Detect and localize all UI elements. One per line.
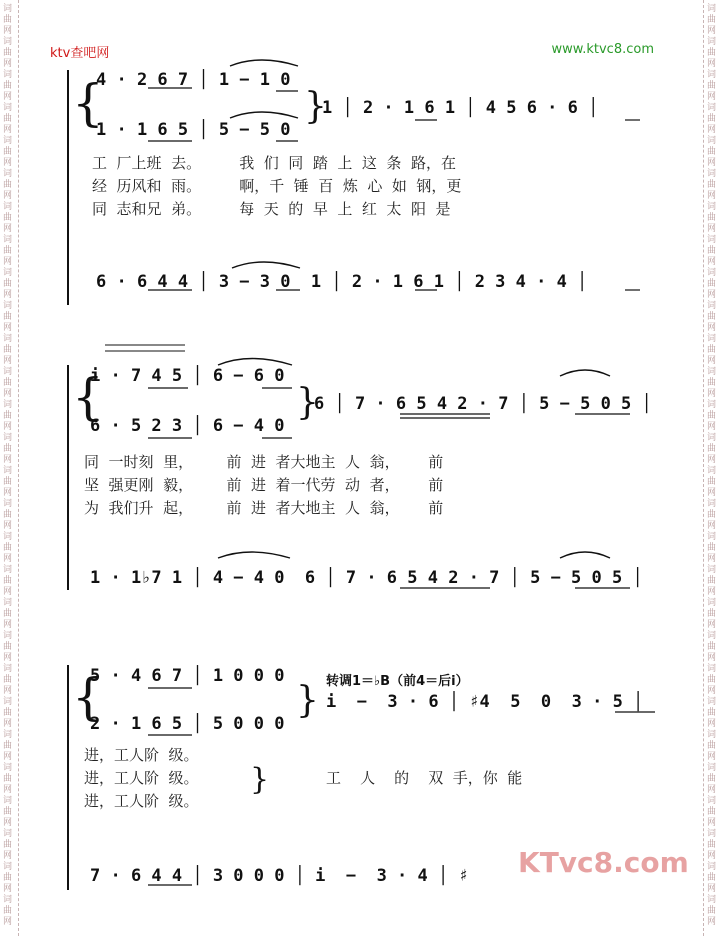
- margin-watermark-glyph: 词: [3, 862, 13, 872]
- margin-watermark-glyph: 曲: [707, 213, 717, 223]
- system3-lyric-1: 进，工人阶 级。: [84, 746, 199, 764]
- system1-lyric-2: 经 历风和 雨。 啊，千 锤 百 炼 心 如 钢，更: [92, 177, 462, 195]
- margin-watermark-glyph: 网: [3, 488, 13, 498]
- margin-watermark-glyph: 网: [707, 323, 717, 333]
- margin-watermark-glyph: 词: [707, 631, 717, 641]
- margin-watermark-glyph: 词: [3, 631, 13, 641]
- margin-watermark-glyph: 曲: [707, 774, 717, 784]
- margin-watermark-glyph: 网: [707, 719, 717, 729]
- right-margin-watermark: [703, 0, 722, 936]
- margin-watermark-glyph: 词: [3, 796, 13, 806]
- margin-watermark-glyph: 网: [707, 158, 717, 168]
- system3-right-brace: }: [296, 680, 319, 721]
- margin-watermark-glyph: 网: [707, 290, 717, 300]
- margin-watermark-glyph: 曲: [707, 576, 717, 586]
- margin-watermark-glyph: 曲: [3, 774, 13, 784]
- margin-watermark-glyph: 曲: [3, 708, 13, 718]
- margin-watermark-glyph: 词: [3, 169, 13, 179]
- margin-watermark-glyph: 词: [3, 136, 13, 146]
- margin-watermark-glyph: 曲: [3, 114, 13, 124]
- margin-watermark-glyph: 曲: [3, 81, 13, 91]
- margin-watermark-glyph: 词: [707, 829, 717, 839]
- margin-watermark-glyph: 网: [707, 818, 717, 828]
- margin-watermark-glyph: 词: [707, 466, 717, 476]
- system2-bass-voice: 1 · 1♭7 1 │ 4 − 4 0 6 │ 7 · 6 5 4 2 · 7 │ 5 − 5 0 5 │: [90, 568, 643, 588]
- margin-watermark-glyph: 曲: [3, 609, 13, 619]
- margin-watermark-glyph: 词: [3, 103, 13, 113]
- margin-watermark-glyph: 词: [707, 730, 717, 740]
- margin-watermark-glyph: 曲: [3, 642, 13, 652]
- margin-watermark-glyph: 词: [707, 136, 717, 146]
- system1-brace: {: [72, 74, 104, 132]
- margin-watermark-glyph: 词: [707, 268, 717, 278]
- margin-watermark-glyph: 网: [707, 554, 717, 564]
- margin-watermark-glyph: 网: [707, 257, 717, 267]
- margin-watermark-glyph: 词: [707, 433, 717, 443]
- key-change-label: 转调1＝♭B（前4＝后i）: [326, 674, 469, 689]
- margin-watermark-glyph: 词: [3, 730, 13, 740]
- system2-lyric-2: 坚 强更刚 毅， 前 进 着一代劳 动 者， 前: [84, 476, 444, 494]
- system1-lyric-1: 工 厂上班 去。 我 们 同 踏 上 这 条 路，在: [92, 154, 456, 172]
- system3-lyric-right: 工 人 的 双 手，你 能: [326, 769, 523, 787]
- margin-watermark-glyph: 网: [707, 851, 717, 861]
- site-name-left[interactable]: ktv查吧网: [50, 46, 110, 61]
- margin-watermark-glyph: 词: [3, 532, 13, 542]
- margin-watermark-glyph: 词: [3, 763, 13, 773]
- system2-lower-voice: 6 · 5 2 3 │ 6 − 4 0: [90, 416, 285, 436]
- margin-watermark-glyph: 曲: [707, 477, 717, 487]
- margin-watermark-glyph: 网: [707, 26, 717, 36]
- system2-lyric-3: 为 我们升 起， 前 进 者大地主 人 翁， 前: [84, 499, 444, 517]
- margin-watermark-glyph: 网: [3, 653, 13, 663]
- margin-watermark-glyph: 网: [707, 125, 717, 135]
- margin-watermark-glyph: 词: [707, 664, 717, 674]
- margin-watermark-glyph: 词: [707, 334, 717, 344]
- margin-watermark-glyph: 曲: [707, 411, 717, 421]
- margin-watermark-glyph: 网: [3, 290, 13, 300]
- system2-joined-melody: 6 │ 7 · 6 5 4 2 · 7 │ 5 − 5 0 5 │: [314, 394, 652, 414]
- margin-watermark-glyph: 网: [3, 59, 13, 69]
- left-margin-watermark: [0, 0, 19, 936]
- margin-watermark-glyph: 曲: [3, 873, 13, 883]
- margin-watermark-glyph: 词: [3, 466, 13, 476]
- margin-watermark-glyph: 曲: [3, 543, 13, 553]
- margin-watermark-glyph: 网: [3, 191, 13, 201]
- margin-watermark-glyph: 曲: [707, 345, 717, 355]
- margin-watermark-glyph: 网: [707, 917, 717, 927]
- margin-watermark-glyph: 词: [3, 829, 13, 839]
- system1-bass-voice: 6 · 6 4 4 │ 3 − 3 0 1 │ 2 · 1 6 1 │ 2 3 4 · 4 │: [96, 272, 588, 292]
- margin-watermark-glyph: 词: [3, 433, 13, 443]
- system2-upper-voice: i · 7 4 5 │ 6 − 6 0: [90, 366, 285, 386]
- margin-watermark-glyph: 网: [3, 92, 13, 102]
- margin-watermark-glyph: 网: [3, 521, 13, 531]
- system1-joined-melody: 1 │ 2 · 1 6 1 │ 4 5 6 · 6 │: [322, 98, 599, 118]
- system1-lower-voice: 1 · 1 6 5 │ 5 − 5 0: [96, 120, 291, 140]
- margin-watermark-glyph: 网: [3, 455, 13, 465]
- system2-right-brace: }: [296, 382, 319, 423]
- margin-watermark-glyph: 曲: [3, 345, 13, 355]
- margin-watermark-glyph: 词: [3, 235, 13, 245]
- margin-watermark-glyph: 网: [707, 59, 717, 69]
- margin-watermark-glyph: 网: [3, 422, 13, 432]
- margin-watermark-glyph: 网: [3, 719, 13, 729]
- margin-watermark-glyph: 曲: [3, 213, 13, 223]
- margin-watermark-glyph: 网: [3, 158, 13, 168]
- margin-watermark-glyph: 词: [707, 532, 717, 542]
- margin-watermark-glyph: 曲: [3, 246, 13, 256]
- margin-watermark-glyph: 网: [3, 818, 13, 828]
- margin-watermark-glyph: 曲: [707, 642, 717, 652]
- system3-lyric-3: 进，工人阶 级。: [84, 792, 199, 810]
- system3-lyric-2: 进，工人阶 级。: [84, 769, 199, 787]
- margin-watermark-glyph: 网: [3, 917, 13, 927]
- margin-watermark-glyph: 曲: [3, 180, 13, 190]
- margin-watermark-glyph: 曲: [707, 81, 717, 91]
- margin-watermark-glyph: 词: [707, 367, 717, 377]
- margin-watermark-glyph: 词: [3, 268, 13, 278]
- margin-watermark-glyph: 曲: [3, 312, 13, 322]
- margin-watermark-glyph: 网: [3, 257, 13, 267]
- margin-watermark-glyph: 词: [3, 895, 13, 905]
- margin-watermark-glyph: 词: [3, 499, 13, 509]
- margin-watermark-glyph: 词: [707, 70, 717, 80]
- margin-watermark-glyph: 网: [707, 191, 717, 201]
- margin-watermark-glyph: 词: [707, 598, 717, 608]
- margin-watermark-glyph: 曲: [3, 48, 13, 58]
- margin-watermark-glyph: 网: [3, 26, 13, 36]
- margin-watermark-glyph: 曲: [707, 279, 717, 289]
- margin-watermark-glyph: 网: [3, 356, 13, 366]
- margin-watermark-glyph: 词: [3, 565, 13, 575]
- margin-watermark-glyph: 曲: [3, 411, 13, 421]
- margin-watermark-glyph: 词: [3, 697, 13, 707]
- margin-watermark-glyph: 曲: [3, 510, 13, 520]
- margin-watermark-glyph: 网: [707, 884, 717, 894]
- margin-watermark-glyph: 曲: [707, 609, 717, 619]
- margin-watermark-glyph: 词: [707, 697, 717, 707]
- margin-watermark-glyph: 词: [3, 202, 13, 212]
- margin-watermark-glyph: 曲: [3, 741, 13, 751]
- margin-watermark-glyph: 曲: [707, 675, 717, 685]
- margin-watermark-glyph: 曲: [3, 906, 13, 916]
- margin-watermark-glyph: 词: [707, 103, 717, 113]
- margin-watermark-glyph: 词: [3, 367, 13, 377]
- margin-watermark-glyph: 网: [707, 92, 717, 102]
- margin-watermark-glyph: 词: [707, 400, 717, 410]
- margin-watermark-glyph: 词: [707, 763, 717, 773]
- margin-watermark-glyph: 网: [707, 752, 717, 762]
- system2-brace: {: [72, 368, 104, 426]
- margin-watermark-glyph: 网: [707, 356, 717, 366]
- margin-watermark-glyph: 网: [707, 653, 717, 663]
- margin-watermark-glyph: 网: [3, 323, 13, 333]
- margin-watermark-glyph: 曲: [707, 543, 717, 553]
- margin-watermark-glyph: 曲: [707, 807, 717, 817]
- margin-watermark-glyph: 曲: [707, 741, 717, 751]
- margin-watermark-glyph: 词: [707, 499, 717, 509]
- margin-watermark-glyph: 曲: [3, 147, 13, 157]
- margin-watermark-glyph: 曲: [707, 48, 717, 58]
- margin-watermark-glyph: 网: [707, 389, 717, 399]
- margin-watermark-glyph: 网: [707, 587, 717, 597]
- margin-watermark-glyph: 词: [3, 37, 13, 47]
- margin-watermark-glyph: 网: [707, 620, 717, 630]
- margin-watermark-glyph: 网: [707, 488, 717, 498]
- margin-watermark-glyph: 曲: [707, 708, 717, 718]
- margin-watermark-glyph: 曲: [3, 444, 13, 454]
- margin-watermark-glyph: 网: [707, 455, 717, 465]
- margin-watermark-glyph: 词: [707, 796, 717, 806]
- margin-watermark-glyph: 网: [3, 785, 13, 795]
- margin-watermark-glyph: 曲: [3, 279, 13, 289]
- margin-watermark-glyph: 词: [3, 4, 13, 14]
- margin-watermark-glyph: 网: [707, 224, 717, 234]
- margin-watermark-glyph: 网: [3, 224, 13, 234]
- margin-watermark-glyph: 曲: [707, 510, 717, 520]
- system3-brace: {: [72, 668, 104, 726]
- system3-lower-voice: 2 · 1 6 5 │ 5 0 0 0: [90, 714, 285, 734]
- margin-watermark-glyph: 词: [3, 400, 13, 410]
- margin-watermark-glyph: 曲: [3, 840, 13, 850]
- margin-watermark-glyph: 曲: [707, 840, 717, 850]
- margin-watermark-glyph: 网: [3, 389, 13, 399]
- margin-watermark-glyph: 网: [707, 521, 717, 531]
- site-logo-watermark: KTvc8.com: [518, 846, 689, 879]
- margin-watermark-glyph: 词: [707, 862, 717, 872]
- margin-watermark-glyph: 词: [3, 70, 13, 80]
- margin-watermark-glyph: 曲: [3, 807, 13, 817]
- margin-watermark-glyph: 网: [3, 884, 13, 894]
- margin-watermark-glyph: 曲: [707, 378, 717, 388]
- margin-watermark-glyph: 曲: [707, 147, 717, 157]
- margin-watermark-glyph: 词: [3, 334, 13, 344]
- margin-watermark-glyph: 曲: [3, 477, 13, 487]
- margin-watermark-glyph: 词: [707, 301, 717, 311]
- margin-watermark-glyph: 词: [707, 37, 717, 47]
- site-url-right[interactable]: www.ktvc8.com: [551, 42, 654, 57]
- margin-watermark-glyph: 曲: [707, 873, 717, 883]
- margin-watermark-glyph: 词: [707, 202, 717, 212]
- margin-watermark-glyph: 词: [3, 598, 13, 608]
- margin-watermark-glyph: 曲: [3, 378, 13, 388]
- margin-watermark-glyph: 网: [3, 686, 13, 696]
- system3-lyric-brace: }: [250, 762, 270, 797]
- margin-watermark-glyph: 网: [3, 620, 13, 630]
- margin-watermark-glyph: 网: [3, 752, 13, 762]
- margin-watermark-glyph: 词: [707, 4, 717, 14]
- margin-watermark-glyph: 词: [707, 235, 717, 245]
- system1-right-brace: }: [304, 86, 327, 127]
- margin-watermark-glyph: 网: [3, 851, 13, 861]
- margin-watermark-glyph: 网: [707, 686, 717, 696]
- margin-watermark-glyph: 词: [3, 664, 13, 674]
- system1-upper-voice: 4 · 2 6 7 │ 1 − 1 0: [96, 70, 291, 90]
- margin-watermark-glyph: 网: [707, 785, 717, 795]
- margin-watermark-glyph: 曲: [3, 675, 13, 685]
- margin-watermark-glyph: 曲: [707, 444, 717, 454]
- margin-watermark-glyph: 词: [707, 895, 717, 905]
- margin-watermark-glyph: 词: [707, 565, 717, 575]
- margin-watermark-glyph: 网: [3, 554, 13, 564]
- margin-watermark-glyph: 词: [707, 169, 717, 179]
- system3-upper-voice: 5 · 4 6 7 │ 1 0 0 0: [90, 666, 285, 686]
- margin-watermark-glyph: 曲: [707, 15, 717, 25]
- margin-watermark-glyph: 曲: [707, 312, 717, 322]
- margin-watermark-glyph: 曲: [707, 246, 717, 256]
- margin-watermark-glyph: 网: [3, 125, 13, 135]
- margin-watermark-glyph: 词: [3, 301, 13, 311]
- system2-lyric-1: 同 一时刻 里， 前 进 者大地主 人 翁， 前: [84, 453, 444, 471]
- margin-watermark-glyph: 网: [3, 587, 13, 597]
- system3-joined-melody: i − 3 · 6 │ ♯4 5 0 3 · 5 │: [326, 692, 644, 712]
- margin-watermark-glyph: 曲: [707, 180, 717, 190]
- margin-watermark-glyph: 曲: [3, 576, 13, 586]
- margin-watermark-glyph: 曲: [3, 15, 13, 25]
- system3-bass-voice: 7 · 6 4 4 │ 3 0 0 0 │ i − 3 · 4 │ ♯: [90, 866, 469, 886]
- margin-watermark-glyph: 曲: [707, 906, 717, 916]
- system1-lyric-3: 同 志和兄 弟。 每 天 的 早 上 红 太 阳 是: [92, 200, 451, 218]
- margin-watermark-glyph: 网: [707, 422, 717, 432]
- margin-watermark-glyph: 曲: [707, 114, 717, 124]
